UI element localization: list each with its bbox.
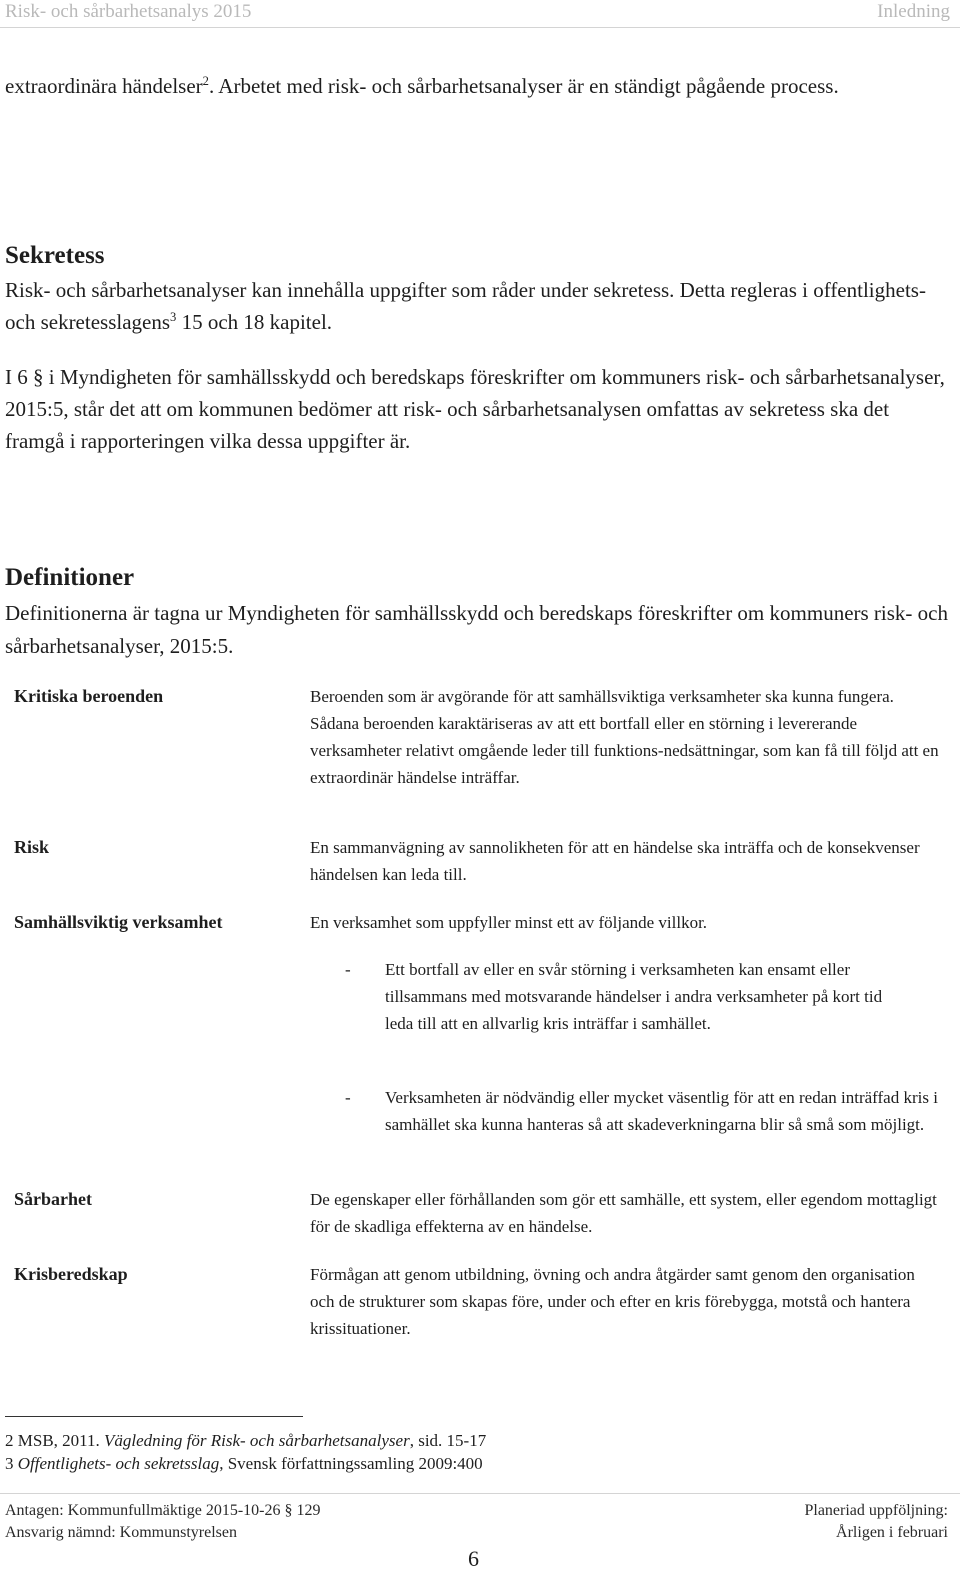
- footnote-ref-3: 3: [170, 310, 177, 324]
- bullet-dash: -: [345, 1088, 351, 1107]
- bullet-dash: -: [345, 960, 351, 979]
- term-kritiska-beroenden: Kritiska beroenden: [14, 686, 164, 706]
- desc-kritiska-beroenden: Beroenden som är avgörande för att samhällsviktiga verksamheter ska kunna fungera. Sådana beroenden karaktäriseras av att ett bortfall eller en störning i levererande verksamheter relativt omgående leder till funktions-nedsättningar, som kan få till följd att en extraordinär händelse inträffar.: [310, 687, 939, 787]
- header-title: Risk- och sårbarhetsanalys 2015: [5, 1, 252, 22]
- definitioner-intro: Definitionerna är tagna ur Myndigheten för samhällsskydd och beredskaps föreskrifter om kommuners risk- och sårbarhetsanalyser, 2015:5.: [5, 601, 948, 658]
- bullet-item: Ett bortfall av eller en svår störning i verksamheten kan ensamt eller tillsammans med motsvarande händelser i andra verksamheter på kort tid leda till att en allvarlig kris inträffar i samhället.: [385, 960, 883, 1033]
- page-number: 6: [468, 1546, 479, 1571]
- footer-followup-label: Planeriad uppföljning:: [804, 1502, 948, 1519]
- sekretess-paragraph-2: I 6 § i Myndigheten för samhällsskydd och beredskaps föreskrifter om kommuners risk- och sårbarhetsanalyser, 2015:5, står det att om kommunen bedömer att risk- och sårbarhetsanalysen omfattas av sekretess ska det framgå i rapporteringen vilka dessa uppgifter är.: [5, 365, 945, 453]
- heading-definitioner: Definitioner: [5, 564, 135, 591]
- bullet-item: Verksamheten är nödvändig eller mycket väsentlig för att en redan inträffad kris i samhället ska kunna hanteras så att skadeverkningarna blir så små som möjligt.: [385, 1088, 938, 1134]
- term-krisberedskap: Krisberedskap: [14, 1264, 128, 1284]
- footer-responsible: Ansvarig nämnd: Kommunstyrelsen: [5, 1524, 237, 1541]
- term-sarbarhet: Sårbarhet: [14, 1189, 92, 1209]
- desc-samhallsviktig-verksamhet: En verksamhet som uppfyller minst ett av följande villkor.: [310, 913, 708, 932]
- footer-followup-value: Årligen i februari: [836, 1524, 948, 1541]
- sekretess-paragraph-1: Risk- och sårbarhetsanalyser kan innehålla uppgifter som råder under sekretess. Detta regleras i offentlighets- och sekretesslagens$^3$ 15 och 18 kapitel.: [5, 278, 926, 334]
- header-section: Inledning: [877, 1, 950, 22]
- footnote-divider: [5, 1416, 303, 1417]
- intro-paragraph: extraordinära händelser$^2$. Arbetet med risk- och sårbarhetsanalyser är en ständigt pågående process.: [5, 74, 839, 98]
- footer-adopted: Antagen: Kommunfullmäktige 2015-10-26 § 129: [5, 1502, 321, 1519]
- heading-sekretess: Sekretess: [5, 242, 105, 269]
- footnote-3: 3 Offentlighets- och sekretsslag, Svensk författningssamling 2009:400: [5, 1454, 483, 1473]
- header-divider: [0, 27, 960, 28]
- footer-divider: [0, 1493, 960, 1494]
- desc-sarbarhet: De egenskaper eller förhållanden som gör ett samhälle, ett system, eller egendom mottagligt för de skadliga effekterna av en händelse.: [310, 1190, 937, 1236]
- term-samhallsviktig-verksamhet: Samhällsviktig verksamhet: [14, 912, 223, 932]
- desc-risk: En sammanvägning av sannolikheten för att en händelse ska inträffa och de konsekvenser händelsen kan leda till.: [310, 838, 920, 884]
- footnote-ref-2: 2: [202, 74, 209, 88]
- desc-krisberedskap: Förmågan att genom utbildning, övning och andra åtgärder samt genom den organisation och de strukturer som skapas före, under och efter en kris förebygga, motstå och hantera krissituationer.: [310, 1265, 915, 1338]
- term-risk: Risk: [14, 837, 50, 857]
- footnote-2: 2 MSB, 2011. Vägledning för Risk- och sårbarhetsanalyser, sid. 15-17: [5, 1431, 487, 1450]
